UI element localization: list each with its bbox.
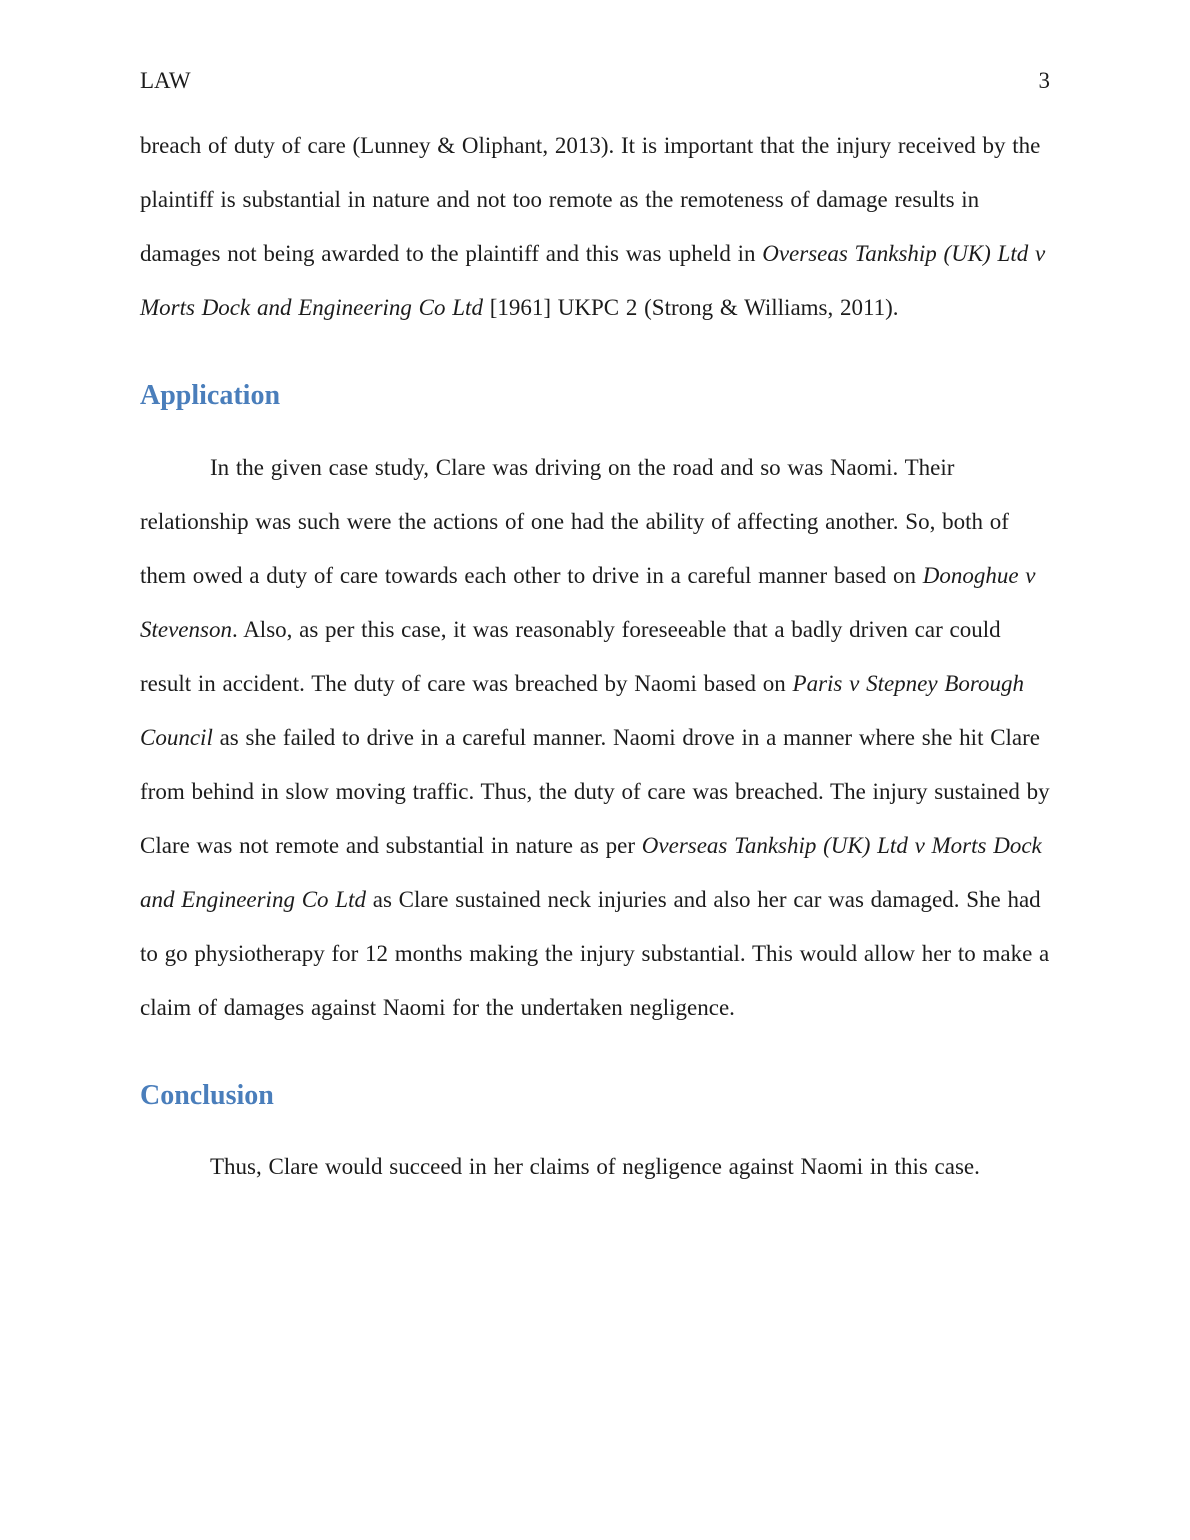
case-citation-italic: Overseas Tankship (UK) Ltd v Morts Dock and Engineering Co Ltd <box>140 832 1042 912</box>
text-run: breach of duty of care (Lunney & Oliphant, 2013). It is important that the injury received by the plaintiff is substantial in nature and not too remote as the remoteness of damage results in damages not being awarded to the plaintiff and this was upheld in <box>140 133 1041 267</box>
page-number: 3 <box>1038 68 1050 93</box>
section-heading-application: Application <box>140 380 281 412</box>
text-run: Thus, Clare would succeed in her claims of negligence against Naomi in this case. <box>210 1154 980 1180</box>
running-head-title: LAW <box>140 68 191 93</box>
text-run: as Clare sustained neck injuries and also her car was damaged. She had to go physiotherapy for 12 months making the injury substantial. This would allow her to make a claim of damages against Naomi for the undertaken negligence. <box>140 886 1050 1020</box>
application-paragraph <box>140 441 1050 1035</box>
text-run: . Also, as per this case, it was reasonably foreseeable that a badly driven car could result in accident. The duty of care was breached by Naomi based on <box>140 616 1001 696</box>
page-header <box>140 68 1050 93</box>
case-citation-italic: Overseas Tankship (UK) Ltd v Morts Dock and Engineering Co Ltd <box>140 241 1046 321</box>
text-run: as she failed to drive in a careful manner. Naomi drove in a manner where she hit Clare from behind in slow moving traffic. Thus, the duty of care was breached. The injury sustained by Clare was not remote and substantial in nature as per <box>140 724 1050 858</box>
text-run: [1961] UKPC 2 (Strong & Williams, 2011). <box>482 295 899 321</box>
section-heading-conclusion: Conclusion <box>140 1079 274 1111</box>
text-run: In the given case study, Clare was driving on the road and so was Naomi. Their relationship was such were the actions of one had the ability of affecting another. So, both of them owed a duty of care towards each other to drive in a careful manner based on <box>140 454 1009 588</box>
intro-paragraph <box>140 119 1050 335</box>
conclusion-paragraph <box>140 1140 1050 1194</box>
case-citation-italic: Donoghue v Stevenson <box>140 562 1036 642</box>
case-citation-italic: Paris v Stepney Borough Council <box>140 670 1024 750</box>
